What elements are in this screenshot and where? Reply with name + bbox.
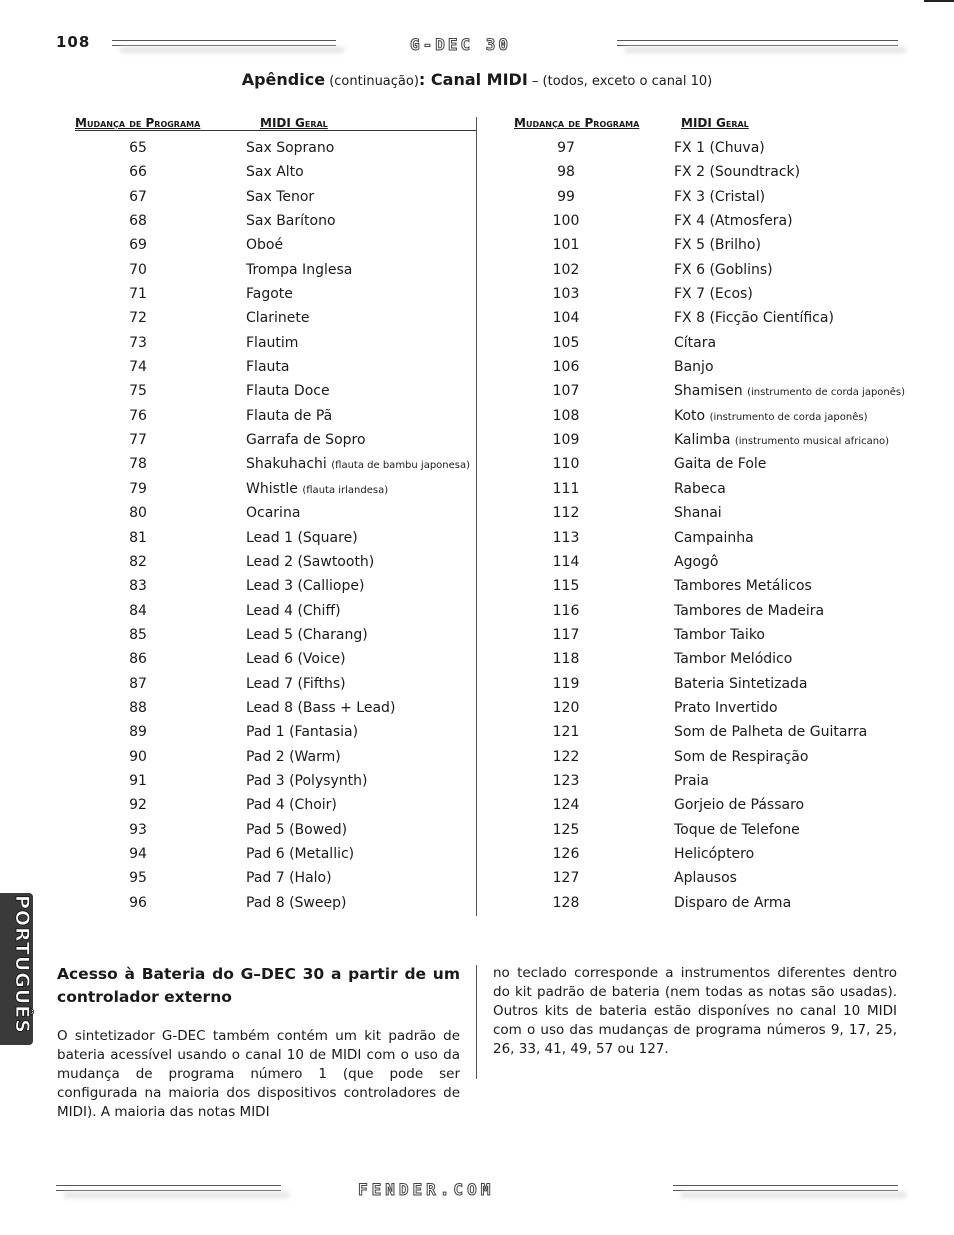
instrument-label: Campainha — [674, 529, 754, 546]
program-number: 116 — [552, 602, 580, 619]
program-number: 123 — [552, 772, 580, 789]
instrument-label: Agogô — [674, 553, 719, 570]
table-row — [0, 866, 954, 890]
title-continuation: (continuação) — [325, 74, 419, 89]
instrument-name — [674, 769, 709, 793]
table-row — [0, 428, 954, 452]
program-number: 73 — [129, 334, 147, 351]
program-number: 70 — [129, 261, 147, 278]
instrument-label: Pad 7 (Halo) — [246, 870, 332, 887]
instrument-name — [674, 282, 753, 306]
program-number: 124 — [552, 797, 580, 814]
instrument-name — [674, 672, 808, 696]
instrument-label: Cítara — [674, 334, 717, 351]
instrument-label: Lead 5 (Charang) — [246, 626, 368, 643]
left-header-underline — [75, 130, 476, 131]
program-number: 120 — [552, 699, 580, 716]
program-number: 85 — [129, 626, 147, 643]
instrument-label: Shanai — [674, 505, 722, 522]
footer-rule-left — [56, 1185, 281, 1191]
instrument-name — [674, 501, 722, 525]
instrument-label: FX 8 (Ficção Científica) — [674, 310, 834, 327]
instrument-name — [674, 696, 778, 720]
instrument-label: Lead 8 (Bass + Lead) — [246, 699, 396, 716]
program-number: 94 — [129, 845, 147, 862]
program-number: 76 — [129, 407, 147, 424]
table-row — [0, 160, 954, 184]
program-number: 102 — [552, 261, 580, 278]
instrument-name — [674, 258, 773, 282]
instrument-label: Flautim — [246, 334, 299, 351]
instrument-label: Banjo — [674, 359, 714, 376]
instrument-label: Tambores Metálicos — [674, 578, 812, 595]
instrument-name — [674, 745, 808, 769]
instrument-label: Flauta Doce — [246, 383, 330, 400]
instrument-label: Prato Invertido — [674, 699, 778, 716]
table-row — [0, 185, 954, 209]
instrument-label: Pad 2 (Warm) — [246, 748, 341, 765]
instrument-name — [674, 355, 714, 379]
program-number: 81 — [129, 529, 147, 546]
instrument-label: Som de Palheta de Guitarra — [674, 724, 868, 741]
instrument-name — [674, 842, 754, 866]
program-number: 114 — [552, 553, 580, 570]
instrument-label: Garrafa de Sopro — [246, 432, 366, 449]
instrument-label: Sax Tenor — [246, 188, 315, 205]
instrument-label: Flauta — [246, 359, 290, 376]
instrument-label: Toque de Telefone — [674, 821, 800, 838]
instrument-label: Praia — [674, 772, 709, 789]
instrument-note: (flauta de bambu japonesa) — [331, 460, 471, 472]
program-number: 110 — [552, 456, 580, 473]
footer-rule-right — [673, 1185, 898, 1191]
program-number: 126 — [552, 845, 580, 862]
instrument-label: Gaita de Fole — [674, 456, 767, 473]
program-number: 89 — [129, 724, 147, 741]
program-number: 111 — [552, 480, 580, 497]
instrument-label: Rabeca — [674, 480, 726, 497]
program-number: 107 — [552, 383, 580, 400]
paragraph-left: O sintetizador G-DEC também contém um kit padrão de bateria acessível usando o canal 10 de MIDI com o uso da mudança de programa número 1 (que pode ser configurada na maioria dos dispositivos controladores de MIDI). A maioria das notas MIDI — [57, 1028, 460, 1120]
table-row — [0, 233, 954, 257]
program-number: 66 — [129, 164, 147, 181]
program-number: 67 — [129, 188, 147, 205]
instrument-label: Helicóptero — [674, 845, 755, 862]
program-number: 125 — [552, 821, 580, 838]
program-number: 104 — [552, 310, 580, 327]
program-number: 91 — [129, 772, 147, 789]
instrument-label: Tambor Melódico — [674, 651, 793, 668]
program-number: 83 — [129, 578, 147, 595]
program-number: 117 — [552, 626, 580, 643]
instrument-note: (instrumento musical africano) — [734, 436, 890, 448]
table-row — [0, 647, 954, 671]
instrument-label: Whistle — [246, 480, 298, 497]
paragraph-right: no teclado corresponde a instrumentos diferentes dentro do kit padrão de bateria (nem todas as notas são usadas). Outros kits de bateria estão disponíves no canal 10 MIDI com o uso das mudanças de programa números 9, 17, 25, 26, 33, 41, 49, 57 ou 127. — [493, 965, 897, 1057]
instrument-label: FX 6 (Goblins) — [674, 261, 773, 278]
program-number: 103 — [552, 286, 580, 303]
instrument-label: Pad 5 (Bowed) — [246, 821, 348, 838]
instrument-name — [674, 818, 800, 842]
instrument-name — [674, 477, 726, 501]
instrument-label: Tambores de Madeira — [674, 602, 825, 619]
program-number: 118 — [552, 651, 580, 668]
instrument-note: (flauta irlandesa) — [302, 484, 389, 496]
instrument-label: Clarinete — [246, 310, 310, 327]
program-number: 108 — [552, 407, 580, 424]
section-heading: Acesso à Bateria do G–DEC 30 a partir de um controlador externo — [57, 965, 460, 1006]
instrument-label: Koto — [674, 407, 706, 424]
instrument-label: Shamisen — [674, 383, 743, 400]
instrument-label: FX 2 (Soundtrack) — [674, 164, 801, 181]
instrument-label: Oboé — [246, 237, 284, 254]
instrument-note: (instrumento de corda japonês) — [747, 387, 906, 399]
table-row — [0, 331, 954, 355]
table-row — [0, 720, 954, 744]
table-row — [0, 136, 954, 160]
instrument-label: Fagote — [246, 286, 293, 303]
instrument-label: Lead 7 (Fifths) — [246, 675, 346, 692]
program-number: 86 — [129, 651, 147, 668]
table-row — [0, 745, 954, 769]
instrument-label: Shakuhachi — [246, 456, 327, 473]
header-rule-left — [112, 40, 336, 46]
program-number: 109 — [552, 432, 580, 449]
instrument-name — [674, 379, 905, 405]
program-number: 101 — [552, 237, 580, 254]
instrument-name — [674, 793, 804, 817]
table-row — [0, 404, 954, 428]
instrument-label: FX 7 (Ecos) — [674, 286, 753, 303]
instrument-name — [674, 160, 800, 184]
instrument-label: Aplausos — [674, 870, 737, 887]
program-number: 122 — [552, 748, 580, 765]
table-row — [0, 793, 954, 817]
program-number: 78 — [129, 456, 147, 473]
instrument-label: FX 3 (Cristal) — [674, 188, 766, 205]
corner-mark — [924, 0, 954, 2]
table-row — [0, 599, 954, 623]
right-col-midi-general: MIDI Geral — [681, 116, 749, 130]
instrument-label: Disparo de Arma — [674, 894, 792, 911]
instrument-label: Pad 8 (Sweep) — [246, 894, 347, 911]
page-number: 108 — [56, 33, 91, 51]
table-row — [0, 769, 954, 793]
instrument-label: Pad 1 (Fantasia) — [246, 724, 359, 741]
program-number: 92 — [129, 797, 147, 814]
table-row — [0, 477, 954, 501]
instrument-label: Trompa Inglesa — [246, 261, 353, 278]
instrument-name — [674, 623, 765, 647]
footer-logo: FENDER.COM — [358, 1180, 495, 1199]
program-number: 88 — [129, 699, 147, 716]
title-section: Canal MIDI — [425, 70, 528, 89]
program-number: 77 — [129, 432, 147, 449]
instrument-name — [674, 891, 791, 915]
language-side-tab — [0, 893, 33, 1045]
program-number: 74 — [129, 359, 147, 376]
instrument-name — [674, 404, 867, 430]
instrument-name — [674, 526, 754, 550]
left-col-midi-general: MIDI Geral — [260, 116, 328, 130]
right-col-program-change: Mudança de Programa — [514, 116, 640, 130]
title-note: – (todos, exceto o canal 10) — [527, 74, 713, 89]
program-number: 68 — [129, 213, 147, 230]
instrument-label: Pad 6 (Metallic) — [246, 845, 355, 862]
table-row — [0, 672, 954, 696]
program-number: 82 — [129, 553, 147, 570]
program-number: 119 — [552, 675, 580, 692]
table-row — [0, 696, 954, 720]
program-number: 96 — [129, 894, 147, 911]
instrument-label: Pad 4 (Choir) — [246, 797, 337, 814]
program-number: 65 — [129, 140, 147, 156]
instrument-label: Lead 3 (Calliope) — [246, 578, 365, 595]
program-number: 128 — [552, 894, 580, 911]
table-row — [0, 379, 954, 403]
program-number: 75 — [129, 383, 147, 400]
table-row — [0, 526, 954, 550]
instrument-label: FX 1 (Chuva) — [674, 140, 765, 156]
table-row — [0, 355, 954, 379]
program-number: 99 — [557, 188, 575, 205]
title-main: Apêndice — [241, 70, 326, 89]
table-row — [0, 818, 954, 842]
page-title — [0, 70, 954, 89]
instrument-name — [674, 185, 765, 209]
instrument-label: Sax Alto — [246, 164, 304, 181]
table-row — [0, 501, 954, 525]
instrument-label: Kalimba — [674, 432, 731, 449]
table-row — [0, 258, 954, 282]
header-logo: G-DEC 30 — [410, 35, 512, 54]
instrument-name — [674, 233, 761, 257]
instrument-label: Gorjeio de Pássaro — [674, 797, 805, 814]
header-rule-right — [617, 40, 898, 46]
instrument-name — [674, 452, 766, 476]
table-row — [0, 209, 954, 233]
instrument-label: Sax Barítono — [246, 213, 336, 230]
program-number: 112 — [552, 505, 580, 522]
table-row — [0, 452, 954, 476]
table-row — [0, 574, 954, 598]
program-number: 84 — [129, 602, 147, 619]
instrument-name — [674, 550, 718, 574]
text-column-divider — [476, 965, 477, 1079]
instrument-label: Pad 3 (Polysynth) — [246, 772, 368, 789]
instrument-name — [674, 136, 765, 160]
instrument-note: (instrumento de corda japonês) — [709, 411, 868, 423]
program-number: 71 — [129, 286, 147, 303]
program-number: 80 — [129, 505, 147, 522]
program-number: 97 — [557, 140, 575, 156]
instrument-name — [674, 647, 792, 671]
instrument-label: Tambor Taiko — [674, 626, 765, 643]
program-number: 69 — [129, 237, 147, 254]
instrument-label: Som de Respiração — [674, 748, 809, 765]
program-number: 121 — [552, 724, 580, 741]
left-col-program-change: Mudança de Programa — [75, 116, 201, 130]
table-row — [0, 842, 954, 866]
instrument-name — [674, 209, 793, 233]
program-number: 100 — [552, 213, 580, 230]
instrument-label: Lead 4 (Chiff) — [246, 602, 341, 619]
instrument-name — [674, 306, 834, 330]
instrument-name — [674, 428, 889, 454]
table-row — [0, 623, 954, 647]
program-number: 95 — [129, 870, 147, 887]
instrument-label: Bateria Sintetizada — [674, 675, 808, 692]
program-number: 127 — [552, 870, 580, 887]
instrument-label: Flauta de Pã — [246, 407, 333, 424]
instrument-label: Lead 2 (Sawtooth) — [246, 553, 375, 570]
program-number: 106 — [552, 359, 580, 376]
program-number: 79 — [129, 480, 147, 497]
instrument-name — [674, 866, 737, 890]
right-table-body — [0, 136, 954, 915]
instrument-label: Lead 1 (Square) — [246, 529, 358, 546]
program-number: 105 — [552, 334, 580, 351]
instrument-label: FX 4 (Atmosfera) — [674, 213, 793, 230]
instrument-name — [674, 574, 812, 598]
table-row — [0, 891, 954, 915]
program-number: 90 — [129, 748, 147, 765]
table-row — [0, 306, 954, 330]
table-row — [0, 282, 954, 306]
program-number: 115 — [552, 578, 580, 595]
program-number: 113 — [552, 529, 580, 546]
instrument-name — [674, 720, 867, 744]
instrument-name — [674, 599, 824, 623]
instrument-label: Lead 6 (Voice) — [246, 651, 346, 668]
program-number: 72 — [129, 310, 147, 327]
title-colon: : — [418, 70, 426, 89]
program-number: 98 — [557, 164, 575, 181]
table-row — [0, 550, 954, 574]
language-side-tab-label: PORTUGUÊS — [11, 895, 33, 1034]
program-number: 87 — [129, 675, 147, 692]
instrument-label: Ocarina — [246, 505, 301, 522]
instrument-name — [674, 331, 716, 355]
instrument-label: Sax Soprano — [246, 140, 335, 156]
instrument-label: FX 5 (Brilho) — [674, 237, 761, 254]
program-number: 93 — [129, 821, 147, 838]
